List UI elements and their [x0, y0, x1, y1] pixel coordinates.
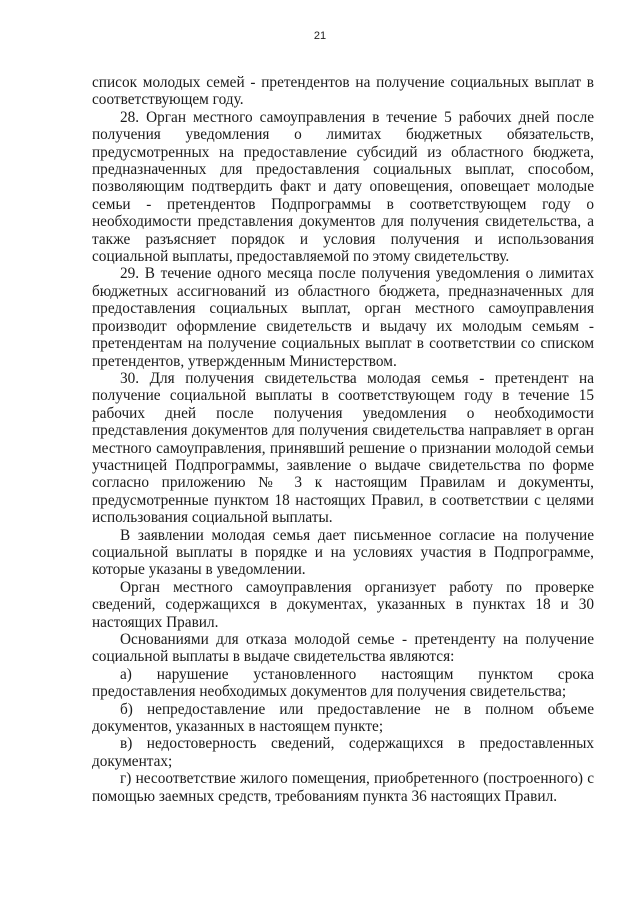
paragraph-verification: Орган местного самоуправления организует работу по проверке сведений, содержащихся в документах, указанных в пунктах 18 и 30 настоящих Правил. — [92, 578, 594, 631]
list-item-b: б) непредоставление или предоставление не в полном объеме документов, указанных в настоящем пункте; — [92, 700, 594, 736]
paragraph-refusal-grounds: Основаниями для отказа молодой семье - претенденту на получение социальной выплаты в выдаче свидетельства являются: — [92, 631, 594, 666]
paragraph-application-consent: В заявлении молодая семья дает письменное согласие на получение социальной выплаты в порядке и на условиях участия в Подпрограмме, которые указаны в уведомлении. — [92, 526, 594, 579]
page-number: 21 — [313, 30, 327, 42]
paragraph-item-29: 29. В течение одного месяца после получения уведомления о лимитах бюджетных ассигнований из областного бюджета, предназначенных для предоставления социальных выплат, орган местного самоуправления производит оформление свидетельств и выдачу их молодым семьям - претендентам на получение социальных выплат в соответствии со списком претендентов, утвержденным Министерством. — [92, 265, 594, 370]
list-item-a: а) нарушение установленного настоящим пунктом срока предоставления необходимых документов для получения свидетельства; — [92, 665, 594, 701]
list-item-g: г) несоответствие жилого помещения, приобретенного (построенного) с помощью заемных средств, требованиям пункта 36 настоящих Правил. — [92, 770, 594, 805]
paragraph-item-30: 30. Для получения свидетельства молодая семья - претендент на получение социальной выплаты в соответствующем году в течение 15 рабочих дней после получения уведомления о необходимости представления документов для получения свидетельства направляет в орган местного самоуправления, принявший решение о признании молодой семьи участницей Подпрограммы, заявление о выдаче свидетельства по форме согласно приложению № 3 к настоящим Правилам и документы, предусмотренные пунктом 18 настоящих Правил, в соответствии с целями использования социальной выплаты. — [92, 369, 594, 527]
paragraph-continuation: список молодых семей - претендентов на получение социальных выплат в соответствующем году. — [92, 74, 594, 109]
paragraph-item-28: 28. Орган местного самоуправления в течение 5 рабочих дней после получения уведомления о лимитах бюджетных обязательств, предусмотренных на предоставление субсидий из областного бюджета, предназначенных для предоставления социальных выплат, способом, позволяющим подтвердить факт и дату оповещения, оповещает молодые семьи - претендентов Подпрограммы в соответствующем году о необходимости представления документов для получения свидетельства, а также разъясняет порядок и условия получения и использования социальной выплаты, предоставляемой по этому свидетельству. — [92, 108, 594, 266]
list-item-v: в) недостоверность сведений, содержащихся в предоставленных документах; — [92, 735, 594, 770]
document-body — [92, 74, 594, 805]
